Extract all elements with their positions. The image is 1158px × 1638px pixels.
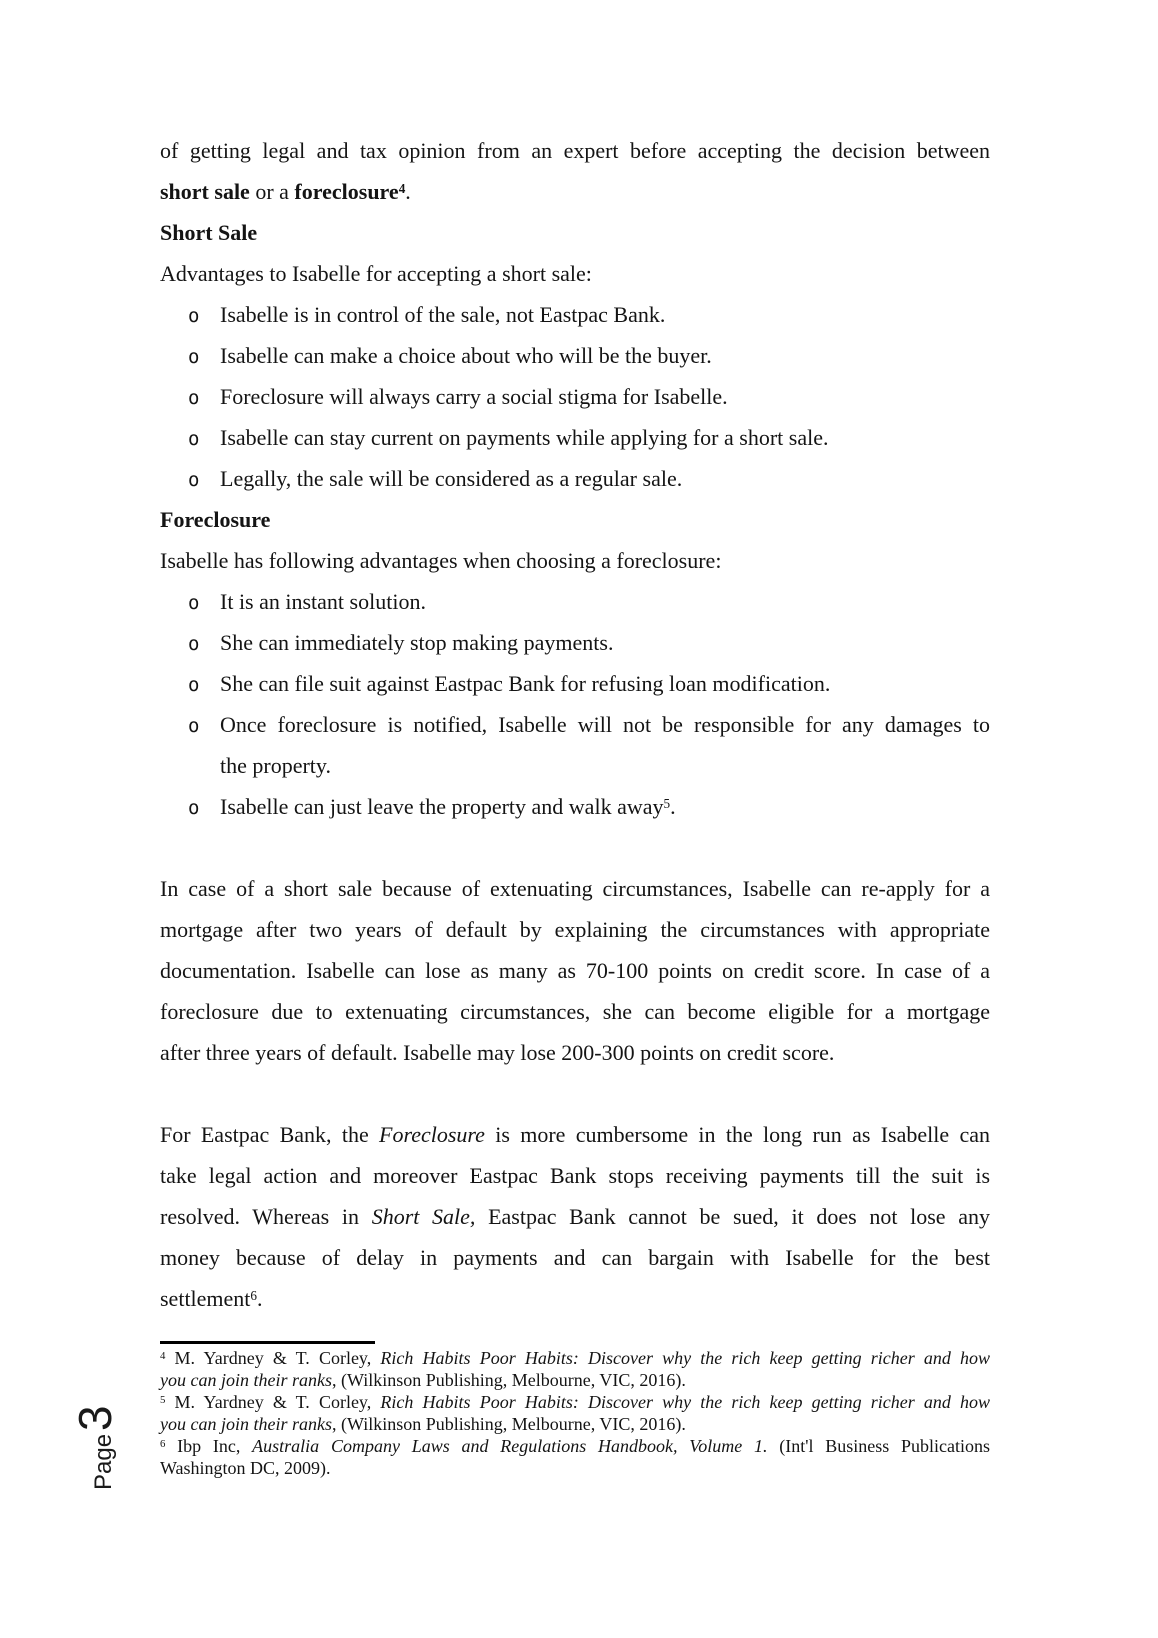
section-lead-short-sale: Advantages to Isabelle for accepting a short sale: xyxy=(160,261,592,286)
footnote: $^6$ Ibp Inc, Australia Company Laws and Regulations Handbook, Volume 1. (Int'l Business Publications Washington DC, 2009). xyxy=(160,1436,991,1478)
bullet-marker: o xyxy=(188,797,200,819)
body-paragraph: In case of a short sale because of extenuating circumstances, Isabelle can re-apply for a mortgage after two years of default by explaining the circumstances with appropriate documentation. Isabelle can lose as many as 70-100 points on credit score. In case of a foreclosure due to extenuating circumstances, she can become eligible for a mortgage after three years of default. Isabelle may lose 200-300 points on credit score. xyxy=(160,876,990,1065)
footnote: $^4$ M. Yardney & T. Corley, Rich Habits Poor Habits: Discover why the rich keep getting richer and how you can join their ranks, (Wilkinson Publishing, Melbourne, VIC, 2016). xyxy=(160,1348,991,1390)
list-item xyxy=(160,663,990,704)
list-item xyxy=(160,376,990,417)
section-heading-short-sale: Short Sale xyxy=(160,220,258,245)
bullet-text: Isabelle is in control of the sale, not Eastpac Bank. xyxy=(220,302,666,327)
footnotes xyxy=(160,1341,990,1479)
bullet-text: She can file suit against Eastpac Bank for refusing loan modification. xyxy=(220,671,831,696)
bullet-text: Isabelle can make a choice about who will be the buyer. xyxy=(220,343,712,368)
bullet-text: Once foreclosure is notified, Isabelle will not be responsible for any damages to the property. xyxy=(220,712,990,778)
empty-line xyxy=(160,1073,990,1114)
list-item xyxy=(160,458,990,499)
list-item xyxy=(160,417,990,458)
list-item xyxy=(160,335,990,376)
footnote: $^5$ M. Yardney & T. Corley, Rich Habits Poor Habits: Discover why the rich keep getting richer and how you can join their ranks, (Wilkinson Publishing, Melbourne, VIC, 2016). xyxy=(160,1392,991,1434)
footnote-separator xyxy=(160,1341,375,1344)
body-paragraph: For Eastpac Bank, the Foreclosure is more cumbersome in the long run as Isabelle can take legal action and moreover Eastpac Bank stops receiving payments till the suit is resolved. Whereas in Short Sale, Eastpac Bank cannot be sued, it does not lose any money because of delay in payments and can bargain with Isabelle for the best settlement$^6$. xyxy=(160,1122,990,1311)
bullet-text: She can immediately stop making payments. xyxy=(220,630,614,655)
bullet-text: Foreclosure will always carry a social stigma for Isabelle. xyxy=(220,384,728,409)
section-lead-foreclosure: Isabelle has following advantages when choosing a foreclosure: xyxy=(160,548,722,573)
bullet-marker: o xyxy=(188,633,200,655)
bullet-text: It is an instant solution. xyxy=(220,589,426,614)
page-label-text: Page xyxy=(90,1433,117,1490)
bullet-text: Legally, the sale will be considered as a regular sale. xyxy=(220,466,683,491)
intro-paragraph: of getting legal and tax opinion from an expert before accepting the decision between short sale or a foreclosure$^4$. xyxy=(160,138,990,204)
bullet-text: Isabelle can stay current on payments while applying for a short sale. xyxy=(220,425,829,450)
bullet-marker: o xyxy=(188,592,200,614)
list-item xyxy=(160,581,990,622)
bullet-marker: o xyxy=(188,387,200,409)
list-item xyxy=(160,622,990,663)
bullet-marker: o xyxy=(188,346,200,368)
bullet-marker: o xyxy=(188,674,200,696)
empty-line xyxy=(160,827,990,868)
list-item xyxy=(160,704,990,786)
list-item xyxy=(160,294,990,335)
bullet-marker: o xyxy=(188,305,200,327)
bullet-marker: o xyxy=(188,469,200,491)
document-page xyxy=(160,130,990,1319)
bullet-marker: o xyxy=(188,428,200,450)
bullet-text: Isabelle can just leave the property and walk away$^5$. xyxy=(220,794,676,819)
section-heading-foreclosure: Foreclosure xyxy=(160,507,271,532)
page-number-label xyxy=(68,1405,122,1490)
list-item xyxy=(160,786,990,827)
bullet-marker: o xyxy=(188,715,200,737)
page-label-number: 3 xyxy=(69,1405,121,1431)
